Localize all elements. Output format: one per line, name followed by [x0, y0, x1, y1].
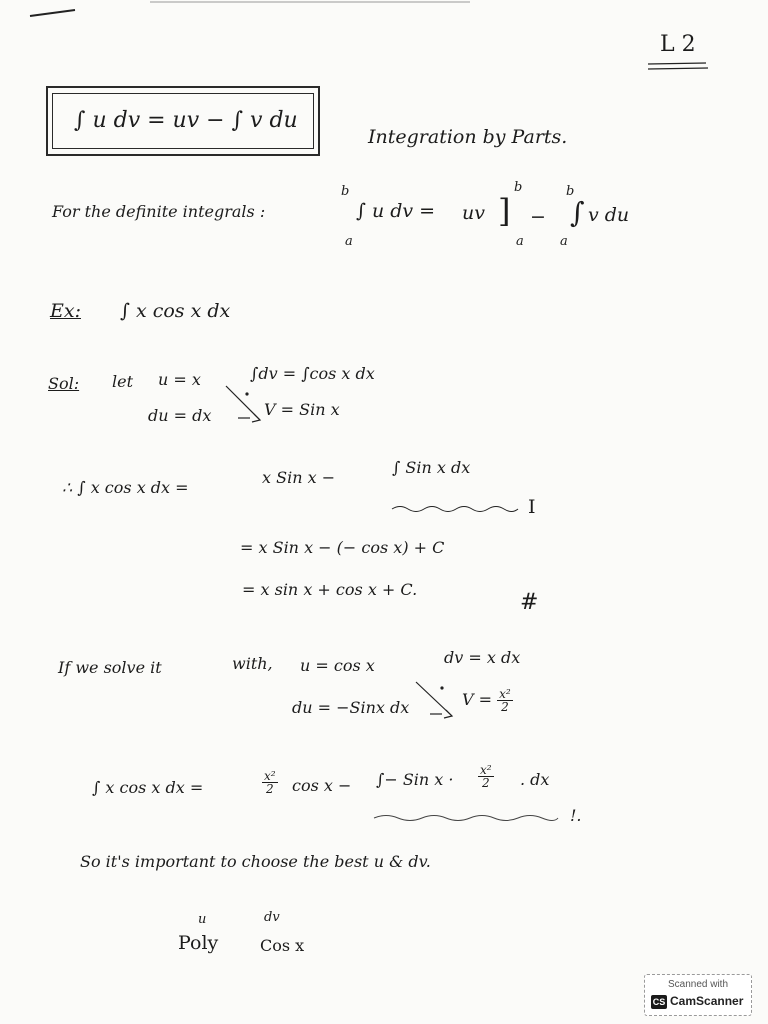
definite-second-lower: a	[560, 234, 568, 249]
page-label: L 2	[660, 32, 696, 57]
substitution-arrow	[220, 380, 280, 430]
alt-with: with,	[232, 654, 273, 673]
alt-line-frac	[262, 770, 278, 795]
solution-label: Sol:	[48, 374, 80, 393]
alt-v	[462, 688, 513, 713]
alt-substitution-arrow	[410, 676, 470, 726]
line1-wavy-underline	[390, 502, 530, 516]
alt-v-denominator: 2	[501, 700, 509, 714]
alt-u: u = cos x	[300, 656, 375, 675]
definite-bracket-upper: b	[514, 180, 523, 195]
alt-v-numerator: x²	[499, 687, 511, 701]
solution-u: u = x	[158, 370, 201, 389]
integration-by-parts-formula: ∫ u dv = uv − ∫ v du	[74, 108, 298, 133]
definite-uv: uv	[462, 202, 485, 224]
alt-line-frac2	[478, 764, 494, 789]
definite-lower-limit: a	[345, 234, 353, 249]
watermark-caption: Scanned with	[667, 979, 729, 990]
definite-bracket: ]	[498, 192, 511, 230]
alt-line-frac-den: 2	[265, 782, 274, 796]
example-label: Ex:	[50, 300, 81, 322]
alt-intro: If we solve it	[58, 658, 162, 677]
solution-du: du = dx	[148, 406, 212, 425]
example-integral: ∫ x cos x dx	[120, 300, 231, 322]
alt-du: du = −Sinx dx	[292, 698, 410, 717]
camscanner-logo-icon: CS	[652, 997, 666, 1007]
line2: = x Sin x − (− cos x) + C	[240, 538, 445, 557]
alt-line-mid: cos x −	[292, 776, 352, 795]
alt-bang: !.	[570, 806, 582, 825]
definite-lhs: ∫ u dv =	[356, 200, 436, 222]
definite-rhs: v du	[588, 204, 630, 226]
alt-v-fraction	[497, 688, 513, 713]
alt-line-integral: ∫− Sin x ·	[376, 770, 454, 789]
camscanner-watermark	[644, 974, 752, 1016]
topic-title: Integration by Parts.	[368, 126, 568, 148]
table-col-dv: dv	[264, 910, 280, 925]
line1-lhs: ∴ ∫ x cos x dx =	[62, 478, 189, 497]
alt-line-frac-num: x²	[264, 769, 276, 783]
end-mark: #	[520, 590, 539, 615]
solution-let: let	[112, 372, 134, 391]
line1-integral: ∫ Sin x dx	[392, 458, 471, 477]
alt-dv: dv = x dx	[444, 648, 521, 667]
table-row1-dv: Cos x	[260, 936, 305, 955]
line1-rhs: x Sin x −	[262, 468, 336, 487]
top-edge-marks	[0, 0, 768, 30]
conclusion-text: So it's important to choose the best u & dv.	[80, 852, 431, 871]
solution-v: V = Sin x	[264, 400, 340, 419]
definite-second-upper: b	[566, 184, 575, 199]
definite-minus: −	[530, 206, 546, 228]
solution-dv: ∫dv = ∫cos x dx	[250, 364, 375, 383]
alt-wavy-underline	[372, 810, 562, 826]
roman-one: I	[528, 496, 536, 518]
table-row1-u: Poly	[178, 932, 219, 954]
definite-upper-limit: b	[341, 184, 350, 199]
alt-v-prefix: V =	[462, 690, 493, 709]
table-col-u: u	[198, 912, 207, 927]
definite-bracket-lower: a	[516, 234, 524, 249]
alt-line-frac2-num: x²	[480, 763, 492, 777]
alt-line-lhs: ∫ x cos x dx =	[92, 778, 204, 797]
alt-line-tail: . dx	[520, 770, 550, 789]
definite-intro: For the definite integrals :	[52, 202, 266, 221]
definite-integral-sign: ∫	[570, 196, 585, 229]
page-label-underline	[646, 60, 726, 74]
alt-line-frac2-den: 2	[481, 776, 490, 790]
line3: = x sin x + cos x + C.	[242, 580, 418, 599]
watermark-brand: CamScanner	[670, 994, 744, 1008]
